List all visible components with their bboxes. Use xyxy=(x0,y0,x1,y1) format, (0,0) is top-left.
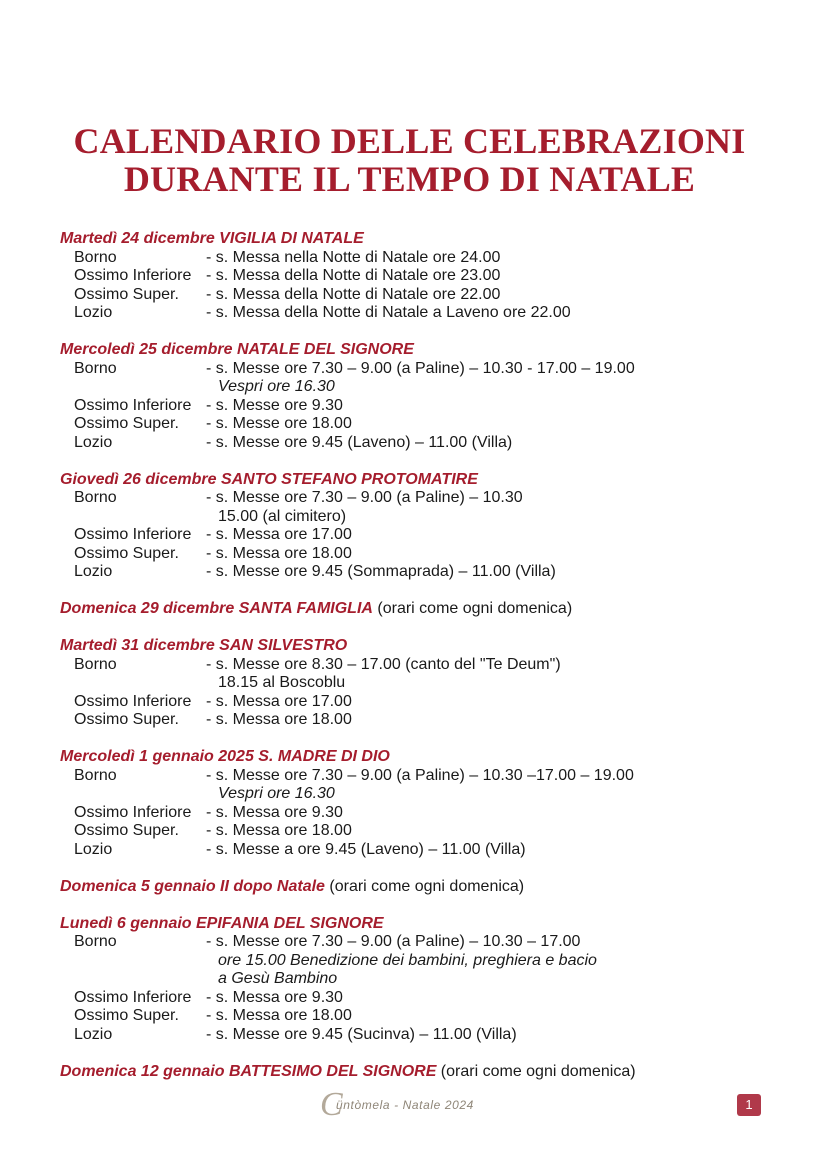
mass-times: - s. Messe ore 18.00 xyxy=(206,415,352,432)
title-line-2: DURANTE IL TEMPO DI NATALE xyxy=(123,159,696,199)
schedule-row xyxy=(60,489,780,508)
parish-name: Borno xyxy=(74,933,117,950)
celebration-title: Lunedì 6 gennaio EPIFANIA DEL SIGNORE xyxy=(60,914,384,932)
mass-times: - s. Messe ore 9.45 (Laveno) – 11.00 (Villa) xyxy=(206,433,513,451)
mass-times: Vespri ore 16.30 xyxy=(218,378,335,395)
schedule-row xyxy=(60,822,780,841)
schedule-row xyxy=(60,249,780,268)
schedule-row xyxy=(60,1007,780,1026)
calendar-section xyxy=(60,1063,780,1082)
mass-times: - s. Messe ore 7.30 – 9.00 (a Paline) – 10.30 –17.00 – 19.00 xyxy=(206,766,634,784)
parish-name: Ossimo Super. xyxy=(74,711,179,728)
parish-name: Ossimo Super. xyxy=(74,822,179,839)
celebration-title: Giovedì 26 dicembre SANTO STEFANO PROTOMATIRE xyxy=(60,470,478,488)
mass-times: 18.15 al Boscoblu xyxy=(218,674,346,691)
calendar-section xyxy=(60,637,780,730)
calendar-section xyxy=(60,600,780,619)
schedule-row xyxy=(60,545,780,564)
footer-logo xyxy=(320,1086,520,1123)
parish-name: Lozio xyxy=(74,563,113,580)
schedule-row xyxy=(60,397,780,416)
schedule-row xyxy=(60,767,780,786)
celebration-title: Mercoledì 1 gennaio 2025 S. MADRE DI DIO xyxy=(60,748,390,765)
parish-name: Ossimo Inferiore xyxy=(74,526,192,543)
parish-name: Ossimo Inferiore xyxy=(74,267,192,284)
schedule-row xyxy=(60,267,780,286)
mass-times: - s. Messe ore 7.30 – 9.00 (a Paline) – 10.30 – 17.00 xyxy=(206,933,581,950)
celebration-title: Martedì 31 dicembre SAN SILVESTRO xyxy=(60,637,348,654)
parish-name: Borno xyxy=(74,359,117,377)
parish-name: Ossimo Inferiore xyxy=(74,803,192,821)
mass-times: - s. Messe ore 7.30 – 9.00 (a Paline) – 10.30 xyxy=(206,489,523,506)
parish-name: Lozio xyxy=(74,840,113,858)
schedule-row xyxy=(60,656,780,675)
calendar-section xyxy=(60,915,780,1045)
schedule-row xyxy=(60,304,780,323)
mass-times: - s. Messa ore 17.00 xyxy=(206,692,352,710)
section-heading xyxy=(60,471,780,490)
parish-name: Lozio xyxy=(74,1025,113,1043)
section-heading xyxy=(60,637,780,656)
schedule-row xyxy=(60,1026,780,1045)
schedule-row xyxy=(60,563,780,582)
parish-name: Ossimo Super. xyxy=(74,544,179,562)
parish-name: Ossimo Super. xyxy=(74,285,179,303)
calendar-section xyxy=(60,471,780,582)
mass-times: - s. Messa ore 9.30 xyxy=(206,803,343,821)
schedule-row xyxy=(60,952,780,971)
celebration-title: Martedì 24 dicembre VIGILIA DI NATALE xyxy=(60,230,364,247)
title-line-1: CALENDARIO DELLE CELEBRAZIONI xyxy=(73,121,746,161)
celebration-title: Domenica 5 gennaio II dopo Natale xyxy=(60,877,325,895)
celebration-note: (orari come ogni domenica) xyxy=(324,877,525,895)
celebration-title: Domenica 12 gennaio BATTESIMO DEL SIGNORE xyxy=(60,1062,437,1080)
page-number-badge: 1 xyxy=(737,1094,761,1116)
mass-times: - s. Messa della Notte di Natale a Laveno ore 22.00 xyxy=(206,304,571,321)
mass-times: - s. Messa ore 9.30 xyxy=(206,988,343,1006)
parish-name: Lozio xyxy=(74,304,113,321)
section-heading xyxy=(60,915,780,934)
parish-name: Borno xyxy=(74,248,117,266)
schedule-row xyxy=(60,508,780,527)
calendar-section xyxy=(60,878,780,897)
section-heading xyxy=(60,230,780,249)
mass-times: - s. Messe ore 8.30 – 17.00 (canto del "Te Deum") xyxy=(206,655,561,673)
mass-times: - s. Messa ore 18.00 xyxy=(206,711,352,728)
schedule-row xyxy=(60,674,780,693)
celebration-title: Mercoledì 25 dicembre NATALE DEL SIGNORE xyxy=(60,341,414,358)
schedule-row xyxy=(60,526,780,545)
mass-times: - s. Messa della Notte di Natale ore 22.00 xyxy=(206,285,501,303)
parish-name: Borno xyxy=(74,655,117,673)
parish-name: Borno xyxy=(74,489,117,506)
parish-name: Borno xyxy=(74,766,117,784)
schedule-row xyxy=(60,989,780,1008)
schedule-row xyxy=(60,804,780,823)
schedule-row xyxy=(60,970,780,989)
page-title xyxy=(0,122,819,198)
mass-times: - s. Messe ore 9.45 (Sucinva) – 11.00 (Villa) xyxy=(206,1025,517,1043)
calendar-section xyxy=(60,341,780,452)
mass-times: - s. Messa ore 18.00 xyxy=(206,544,352,562)
mass-times: a Gesù Bambino xyxy=(218,970,338,987)
footer-initial: C xyxy=(320,1086,343,1123)
mass-times: - s. Messa nella Notte di Natale ore 24.00 xyxy=(206,248,501,266)
celebration-note: (orari come ogni domenica) xyxy=(372,600,573,617)
schedule-row xyxy=(60,378,780,397)
mass-times: - s. Messe ore 9.30 xyxy=(206,396,343,414)
schedule-row xyxy=(60,360,780,379)
parish-name: Ossimo Inferiore xyxy=(74,396,192,414)
section-heading xyxy=(60,748,780,767)
calendar-section xyxy=(60,230,780,323)
schedule-row xyxy=(60,286,780,305)
mass-times: - s. Messe ore 7.30 – 9.00 (a Paline) – 10.30 - 17.00 – 19.00 xyxy=(206,359,635,377)
parish-name: Ossimo Super. xyxy=(74,415,179,432)
celebration-note: (orari come ogni domenica) xyxy=(436,1062,636,1080)
mass-times: 15.00 (al cimitero) xyxy=(218,507,347,525)
mass-times: - s. Messe a ore 9.45 (Laveno) – 11.00 (Villa) xyxy=(206,840,526,858)
section-heading xyxy=(60,600,780,619)
celebration-title: Domenica 29 dicembre SANTA FAMIGLIA xyxy=(60,600,373,617)
mass-times: - s. Messe ore 9.45 (Sommaprada) – 11.00 (Villa) xyxy=(206,563,556,580)
section-heading xyxy=(60,878,780,897)
celebration-calendar xyxy=(60,230,780,1100)
schedule-row xyxy=(60,434,780,453)
mass-times: - s. Messa ore 18.00 xyxy=(206,822,352,839)
mass-times: - s. Messa ore 17.00 xyxy=(206,526,352,543)
parish-name: Lozio xyxy=(74,433,113,451)
section-heading xyxy=(60,341,780,360)
section-heading xyxy=(60,1063,780,1082)
parish-name: Ossimo Super. xyxy=(74,1007,179,1024)
schedule-row xyxy=(60,693,780,712)
schedule-row xyxy=(60,711,780,730)
mass-times: - s. Messa ore 18.00 xyxy=(206,1007,352,1024)
schedule-row xyxy=(60,785,780,804)
calendar-section xyxy=(60,748,780,859)
schedule-row xyxy=(60,415,780,434)
footer-text: üntòmela - Natale 2024 xyxy=(336,1098,474,1112)
mass-times: Vespri ore 16.30 xyxy=(218,785,335,802)
mass-times: - s. Messa della Notte di Natale ore 23.00 xyxy=(206,267,501,284)
parish-name: Ossimo Inferiore xyxy=(74,988,192,1006)
parish-name: Ossimo Inferiore xyxy=(74,692,192,710)
schedule-row xyxy=(60,933,780,952)
mass-times: ore 15.00 Benedizione dei bambini, preghiera e bacio xyxy=(218,951,597,969)
schedule-row xyxy=(60,841,780,860)
